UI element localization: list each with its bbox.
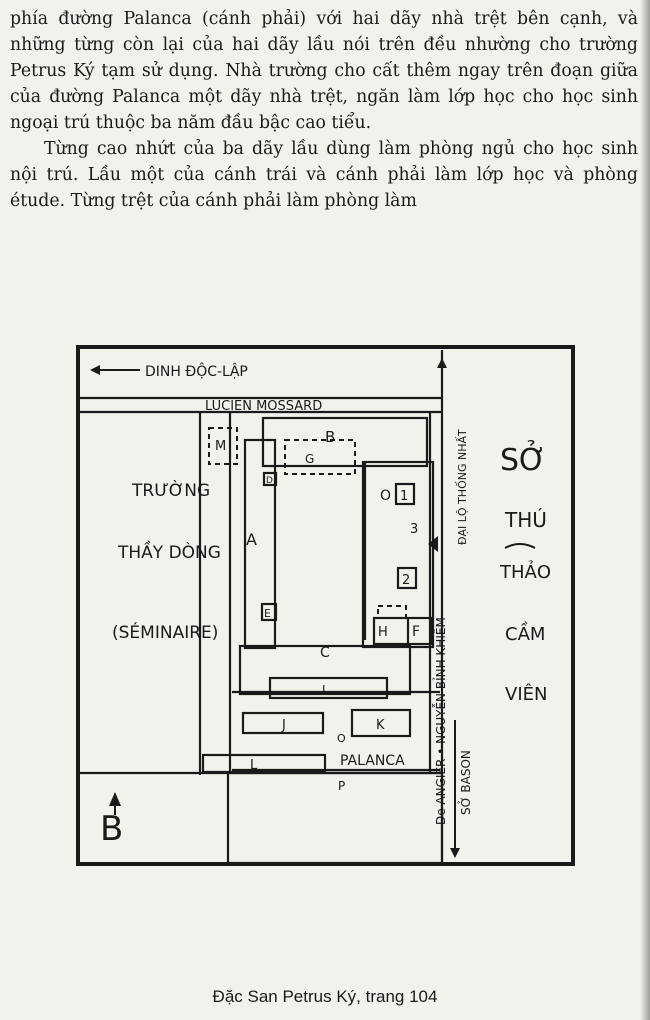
label-m: M <box>215 439 227 454</box>
paragraph-1: phía đường Palanca (cánh phải) với hai dãy nhà trệt bên cạnh, và những từng còn lại của hai dãy lầu nói trên đều nhường cho trường Petrus Ký tạm sử dụng. Nhà trường cho cất thêm ngay trên đoạn giữa của đường Palanca một dãy nhà trệt, ngăn làm lớp học cho học sinh ngoại trú thuộc ba năm đầu bậc cao tiểu. <box>10 9 638 133</box>
label-1: 1 <box>400 489 409 504</box>
label-b: B <box>325 428 336 446</box>
label-g: G <box>305 452 315 466</box>
label-palanca: PALANCA <box>340 753 405 769</box>
label-k: K <box>376 718 385 733</box>
label-dai-lo-thong-nhat: ĐẠI LỘ THỐNG NHẤT <box>456 429 469 545</box>
page-edge-shadow <box>640 0 650 1020</box>
label-compass-b: B <box>100 809 124 849</box>
label-j: J <box>282 718 286 733</box>
label-thay-dong: THẦY DÒNG <box>118 543 221 563</box>
label-so: SỞ <box>500 443 547 478</box>
label-o1: O <box>380 488 392 504</box>
label-2: 2 <box>402 573 411 588</box>
label-3: 3 <box>410 522 419 537</box>
label-lucien-mossard: LUCIEN MOSSARD <box>205 399 323 414</box>
label-f: F <box>412 624 421 640</box>
building-p <box>228 773 442 863</box>
label-de-angier: De ANGIER • NGUYỄN BỈNH KHIÊM <box>434 617 448 825</box>
label-so-bason: SỞ BASON <box>459 750 473 815</box>
label-d: D <box>266 476 273 486</box>
label-thao: THẢO <box>500 562 552 583</box>
map-outer-frame <box>78 347 573 864</box>
label-p: P <box>338 779 346 793</box>
label-c: C <box>320 645 330 661</box>
paragraph-2: Từng cao nhứt của ba dãy lầu dùng làm phòng ngủ cho học sinh nội trú. Lầu một của cánh trái và cánh phải làm lớp học và phòng étude. Từng trệt của cánh phải làm phòng làm <box>10 139 638 211</box>
label-cam: CẦM <box>505 624 546 645</box>
label-a: A <box>246 530 257 549</box>
label-truong: TRƯỜNG <box>132 481 211 501</box>
label-seminaire: (SÉMINAIRE) <box>112 623 219 643</box>
building-g <box>285 440 355 474</box>
page-caption: Đặc San Petrus Ký, trang 104 <box>212 987 438 1006</box>
label-dinh-doc-lap: DINH ĐỘC-LẬP <box>145 364 248 380</box>
label-h: H <box>378 625 388 640</box>
label-l: L <box>250 758 258 773</box>
label-o2: O <box>337 732 346 745</box>
label-thu: THÚ <box>505 508 547 532</box>
label-vien: VIÊN <box>505 684 548 705</box>
label-i: I <box>322 683 326 697</box>
building-b <box>263 418 427 466</box>
label-e: E <box>264 607 271 620</box>
